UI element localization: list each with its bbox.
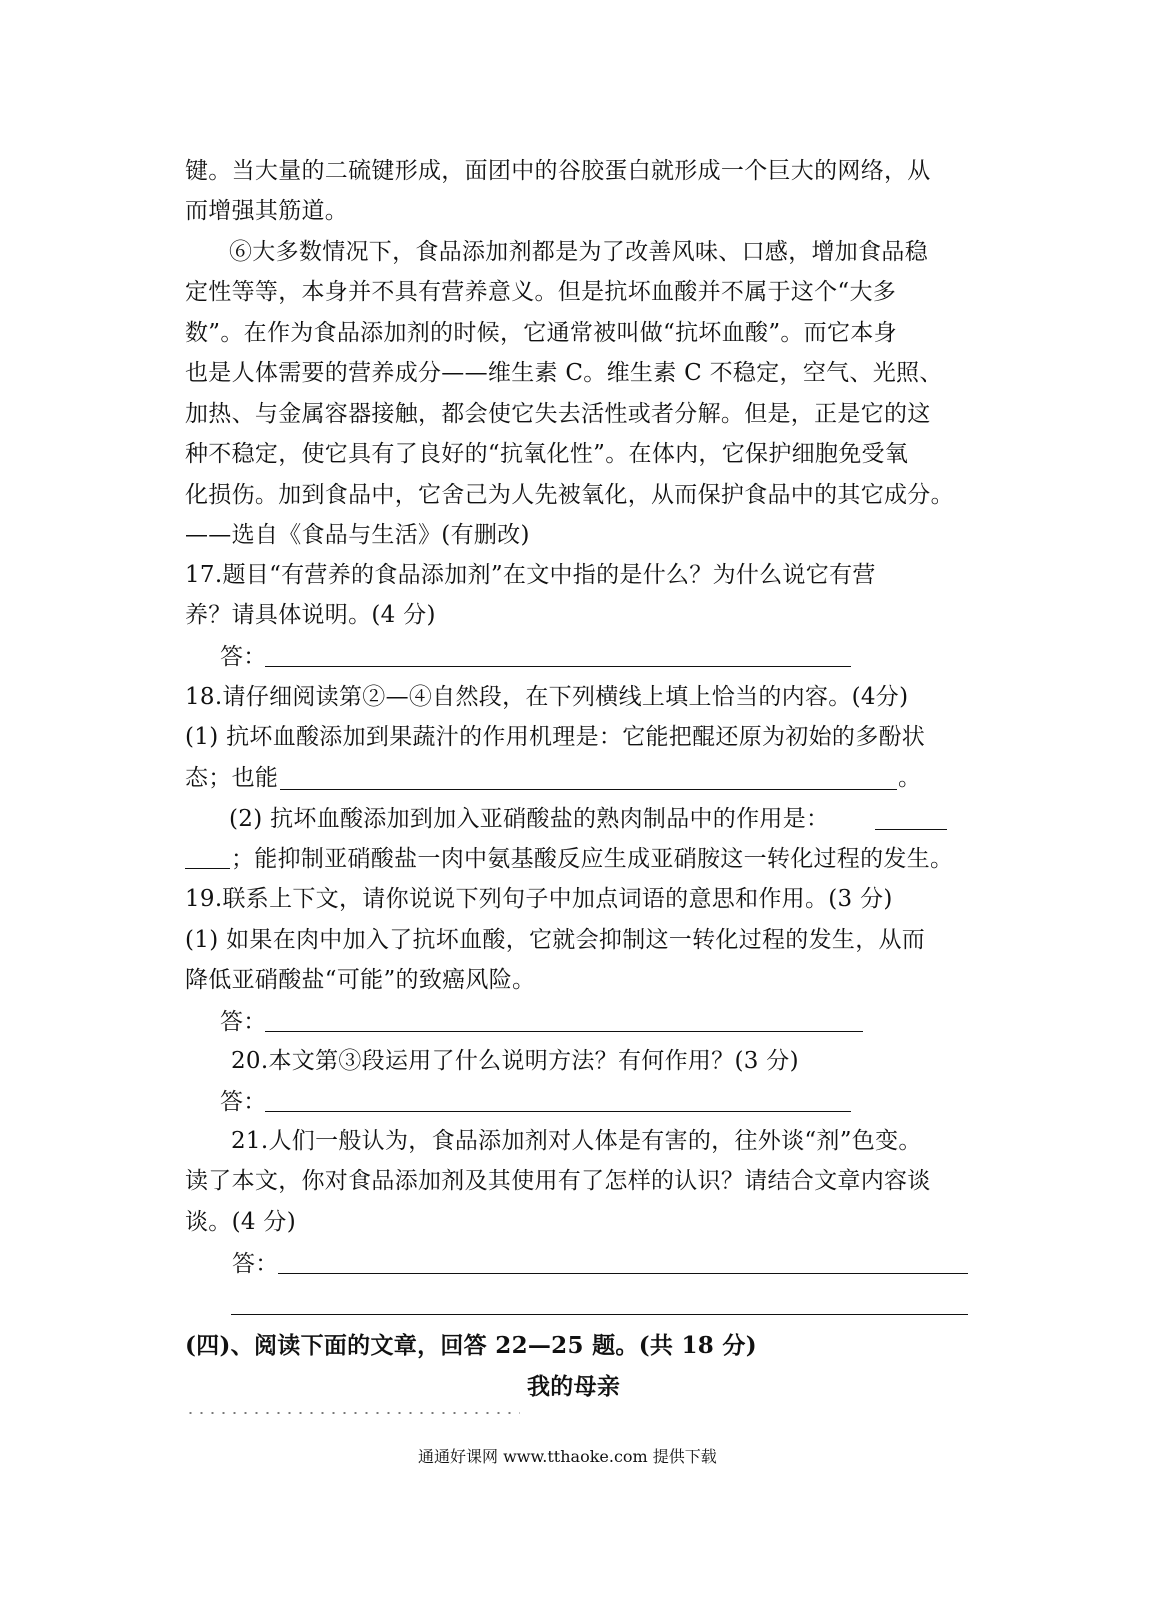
question-18-1-cont: 态；也能: [185, 765, 279, 791]
answer-blank-18-1[interactable]: [280, 789, 897, 790]
dotted-leader: [185, 1412, 520, 1414]
footer-download-note: 通通好课网 www.tthaoke.com 提供下载: [418, 1447, 717, 1466]
question-20: 20.本文第③段运用了什么说明方法？有何作用？(3 分): [231, 1048, 799, 1074]
question-21-cont: 读了本文，你对食品添加剂及其使用有了怎样的认识？请结合文章内容谈: [185, 1168, 931, 1194]
question-17: 17.题目“有营养的食品添加剂”在文中指的是什么？为什么说它有营: [185, 562, 876, 588]
question-21-cont: 谈。(4 分): [185, 1209, 296, 1235]
question-18-1: (1) 抗坏血酸添加到果蔬汁的作用机理是：它能把醌还原为初始的多酚状: [185, 724, 926, 750]
section-heading: (四)、阅读下面的文章，回答 22—25 题。(共 18 分): [185, 1332, 757, 1359]
passage-line: 而增强其筋道。: [185, 198, 349, 224]
answer-label: 答：: [220, 1009, 267, 1035]
passage-source: ——选自《食品与生活》(有删改): [185, 522, 530, 548]
passage-line: 也是人体需要的营养成分——维生素 C。维生素 C 不稳定，空气、光照、: [185, 360, 943, 386]
answer-blank-21a[interactable]: [278, 1273, 968, 1274]
question-17-cont: 养？请具体说明。(4 分): [185, 602, 436, 628]
answer-blank-19[interactable]: [265, 1031, 863, 1032]
answer-label: 答：: [220, 1089, 267, 1115]
article-title: 我的母亲: [527, 1373, 621, 1400]
passage-line: 键。当大量的二硫键形成，面团中的谷胶蛋白就形成一个巨大的网络，从: [185, 158, 931, 184]
answer-blank-17[interactable]: [265, 666, 851, 667]
question-19: 19.联系上下文，请你说说下列句子中加点词语的意思和作用。(3 分): [185, 886, 893, 912]
answer-label: 答：: [232, 1251, 279, 1277]
answer-blank-20[interactable]: [265, 1111, 851, 1112]
answer-label: 答：: [220, 644, 267, 670]
question-18-2: (2) 抗坏血酸添加到加入亚硝酸盐的熟肉制品中的作用是：: [229, 806, 830, 832]
passage-line: 化损伤。加到食品中，它舍己为人先被氧化，从而保护食品中的其它成分。: [185, 482, 954, 508]
passage-line: 种不稳定，使它具有了良好的“抗氧化性”。在体内，它保护细胞免受氧: [185, 441, 909, 467]
question-18: 18.请仔细阅读第②—④自然段，在下列横线上填上恰当的内容。(4分): [185, 684, 909, 710]
passage-line: 加热、与金属容器接触，都会使它失去活性或者分解。但是，正是它的这: [185, 401, 931, 427]
answer-blank-21b[interactable]: [231, 1314, 968, 1315]
question-18-2-cont: ；能抑制亚硝酸盐一肉中氨基酸反应生成亚硝胺这一转化过程的发生。: [231, 846, 954, 872]
passage-line: 数”。在作为食品添加剂的时候，它通常被叫做“抗坏血酸”。而它本身: [185, 320, 897, 346]
answer-blank-18-2a[interactable]: [875, 829, 947, 830]
passage-line: 定性等等，本身并不具有营养意义。但是抗坏血酸并不属于这个“大多: [185, 279, 897, 305]
passage-line: ⑥大多数情况下，食品添加剂都是为了改善风味、口感，增加食品稳: [229, 239, 928, 265]
question-21: 21.人们一般认为，食品添加剂对人体是有害的，往外谈“剂”色变。: [231, 1128, 922, 1154]
question-19-1: (1) 如果在肉中加入了抗坏血酸，它就会抑制这一转化过程的发生，从而: [185, 927, 926, 953]
question-18-1-end: 。: [898, 765, 922, 791]
answer-blank-18-2b[interactable]: [185, 868, 230, 869]
question-19-1-cont: 降低亚硝酸盐“可能”的致癌风险。: [185, 967, 536, 993]
